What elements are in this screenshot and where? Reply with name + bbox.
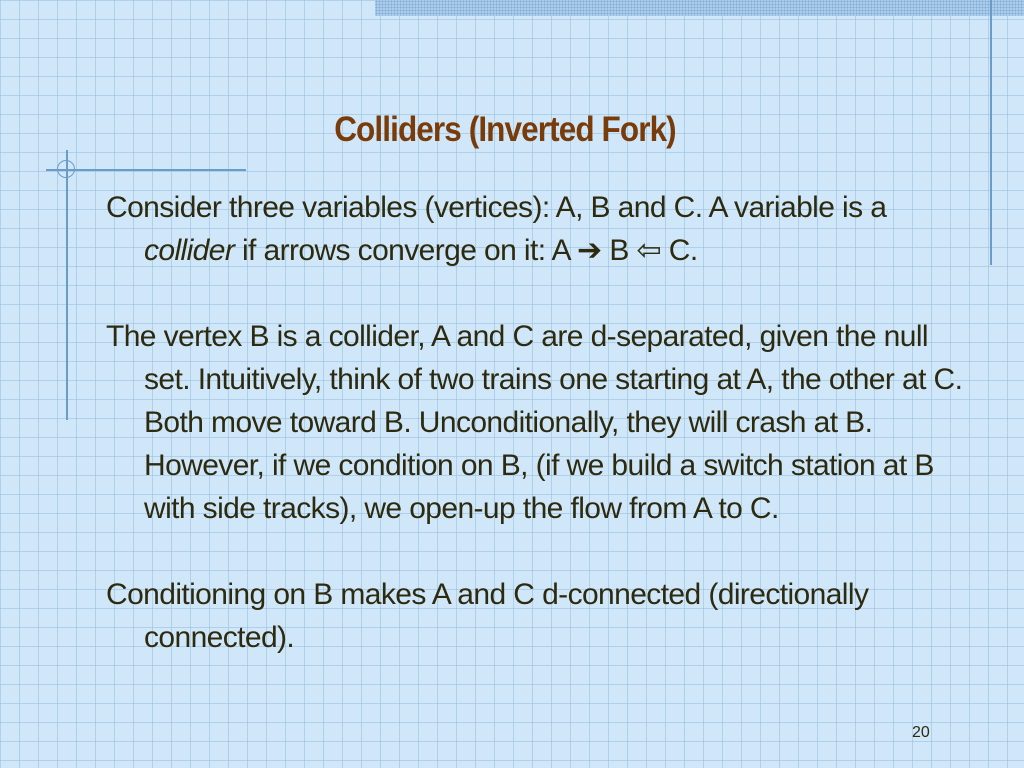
left-horizontal-rule <box>46 169 246 171</box>
paragraph-conditioning: Conditioning on B makes A and C d-connected (directionally connected). <box>106 578 869 654</box>
paragraph-text: Consider three variables (vertices): A, B and C. A variable is a <box>106 191 887 224</box>
paragraph-text: if arrows converge on it: A <box>234 234 578 267</box>
paragraph-collider-definition <box>106 186 966 272</box>
corner-circle-ornament <box>57 160 75 178</box>
collider-term: collider <box>144 234 235 267</box>
paragraph-text: C. <box>661 234 698 267</box>
arrow-right-icon: ➔ <box>577 234 602 267</box>
paragraph-text: B <box>601 234 637 267</box>
left-vertical-rule <box>66 150 68 420</box>
slide-title: Colliders (Inverted Fork) <box>334 110 676 149</box>
paragraph-trains-analogy: The vertex B is a collider, A and C are d-separated, given the null set. Intuitively, think of two trains one starting at A, the other at C. Both move toward B. Unconditionally, they will crash at B. However, if we condition on B, (if we build a switch station at B with side tracks), we open-up the flow from A to C. <box>106 320 963 525</box>
right-vertical-rule <box>990 0 992 265</box>
slide-body <box>106 186 966 659</box>
page-number: 20 <box>912 724 930 741</box>
top-decorative-band <box>375 0 1024 16</box>
arrow-left-icon: ⇦ <box>636 234 662 267</box>
